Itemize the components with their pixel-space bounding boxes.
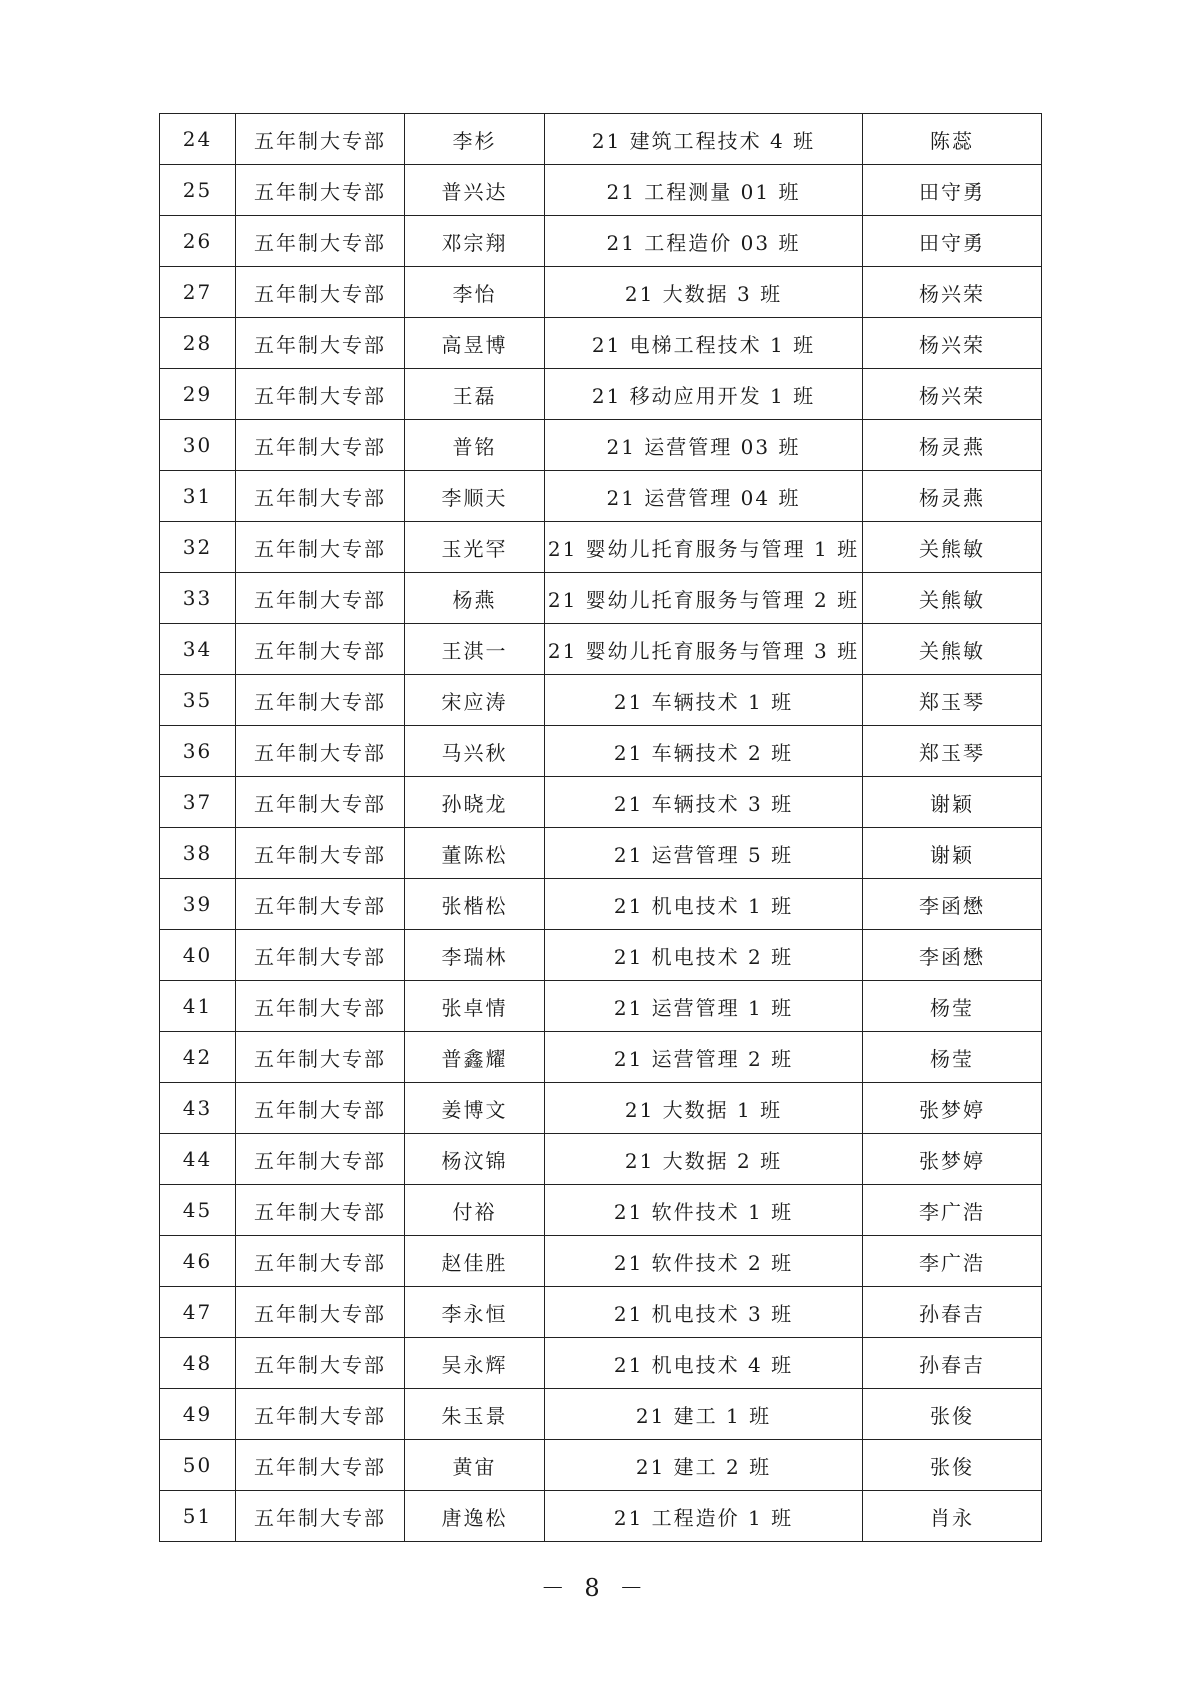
row-number-cell: 44 (160, 1134, 236, 1185)
table-row (160, 1134, 1042, 1185)
class-name-cell: 21 工程造价 1 班 (545, 1491, 863, 1542)
class-name-cell: 21 大数据 1 班 (545, 1083, 863, 1134)
department-cell: 五年制大专部 (236, 1491, 405, 1542)
class-name-cell: 21 大数据 2 班 (545, 1134, 863, 1185)
student-name-cell: 朱玉景 (405, 1389, 545, 1440)
student-name-cell: 张楷松 (405, 879, 545, 930)
department-cell: 五年制大专部 (236, 471, 405, 522)
table-row (160, 522, 1042, 573)
teacher-name-cell: 张俊 (863, 1389, 1042, 1440)
department-cell: 五年制大专部 (236, 930, 405, 981)
row-number-cell: 38 (160, 828, 236, 879)
department-cell: 五年制大专部 (236, 624, 405, 675)
table-row (160, 420, 1042, 471)
student-name-cell: 张卓情 (405, 981, 545, 1032)
row-number-cell: 41 (160, 981, 236, 1032)
row-number-cell: 46 (160, 1236, 236, 1287)
class-name-cell: 21 车辆技术 1 班 (545, 675, 863, 726)
row-number-cell: 25 (160, 165, 236, 216)
teacher-name-cell: 李广浩 (863, 1185, 1042, 1236)
student-name-cell: 赵佳胜 (405, 1236, 545, 1287)
row-number-cell: 34 (160, 624, 236, 675)
row-number-cell: 29 (160, 369, 236, 420)
table-row (160, 981, 1042, 1032)
table-row (160, 1185, 1042, 1236)
student-name-cell: 李瑞林 (405, 930, 545, 981)
teacher-name-cell: 杨灵燕 (863, 471, 1042, 522)
student-name-cell: 李永恒 (405, 1287, 545, 1338)
department-cell: 五年制大专部 (236, 165, 405, 216)
class-name-cell: 21 运营管理 1 班 (545, 981, 863, 1032)
class-name-cell: 21 运营管理 2 班 (545, 1032, 863, 1083)
student-name-cell: 王磊 (405, 369, 545, 420)
department-cell: 五年制大专部 (236, 318, 405, 369)
student-name-cell: 李顺天 (405, 471, 545, 522)
class-name-cell: 21 运营管理 03 班 (545, 420, 863, 471)
table-row (160, 216, 1042, 267)
department-cell: 五年制大专部 (236, 828, 405, 879)
table-row (160, 1083, 1042, 1134)
teacher-name-cell: 陈蕊 (863, 114, 1042, 165)
table-row (160, 573, 1042, 624)
table-row (160, 369, 1042, 420)
student-name-cell: 李杉 (405, 114, 545, 165)
department-cell: 五年制大专部 (236, 1185, 405, 1236)
department-cell: 五年制大专部 (236, 267, 405, 318)
class-name-cell: 21 运营管理 5 班 (545, 828, 863, 879)
student-name-cell: 唐逸松 (405, 1491, 545, 1542)
student-name-cell: 杨汶锦 (405, 1134, 545, 1185)
student-name-cell: 董陈松 (405, 828, 545, 879)
department-cell: 五年制大专部 (236, 369, 405, 420)
row-number-cell: 28 (160, 318, 236, 369)
table-row (160, 879, 1042, 930)
table-row (160, 267, 1042, 318)
teacher-name-cell: 关熊敏 (863, 522, 1042, 573)
roster-table (159, 113, 1042, 1542)
row-number-cell: 49 (160, 1389, 236, 1440)
student-name-cell: 吴永辉 (405, 1338, 545, 1389)
class-name-cell: 21 工程测量 01 班 (545, 165, 863, 216)
department-cell: 五年制大专部 (236, 420, 405, 471)
teacher-name-cell: 谢颖 (863, 777, 1042, 828)
department-cell: 五年制大专部 (236, 114, 405, 165)
student-name-cell: 邓宗翔 (405, 216, 545, 267)
row-number-cell: 26 (160, 216, 236, 267)
teacher-name-cell: 肖永 (863, 1491, 1042, 1542)
department-cell: 五年制大专部 (236, 1440, 405, 1491)
table-row (160, 1287, 1042, 1338)
table-row (160, 114, 1042, 165)
student-name-cell: 普铭 (405, 420, 545, 471)
table-row (160, 726, 1042, 777)
table-row (160, 930, 1042, 981)
table-row (160, 828, 1042, 879)
teacher-name-cell: 杨莹 (863, 981, 1042, 1032)
student-name-cell: 宋应涛 (405, 675, 545, 726)
row-number-cell: 31 (160, 471, 236, 522)
department-cell: 五年制大专部 (236, 1083, 405, 1134)
table-row (160, 1236, 1042, 1287)
department-cell: 五年制大专部 (236, 522, 405, 573)
table-row (160, 165, 1042, 216)
student-name-cell: 玉光罕 (405, 522, 545, 573)
teacher-name-cell: 杨灵燕 (863, 420, 1042, 471)
teacher-name-cell: 关熊敏 (863, 624, 1042, 675)
teacher-name-cell: 关熊敏 (863, 573, 1042, 624)
class-name-cell: 21 建筑工程技术 4 班 (545, 114, 863, 165)
department-cell: 五年制大专部 (236, 1389, 405, 1440)
teacher-name-cell: 李函懋 (863, 879, 1042, 930)
table-row (160, 1389, 1042, 1440)
class-name-cell: 21 大数据 3 班 (545, 267, 863, 318)
department-cell: 五年制大专部 (236, 879, 405, 930)
class-name-cell: 21 运营管理 04 班 (545, 471, 863, 522)
row-number-cell: 24 (160, 114, 236, 165)
row-number-cell: 39 (160, 879, 236, 930)
class-name-cell: 21 车辆技术 2 班 (545, 726, 863, 777)
department-cell: 五年制大专部 (236, 726, 405, 777)
teacher-name-cell: 郑玉琴 (863, 675, 1042, 726)
table-row (160, 675, 1042, 726)
student-name-cell: 孙晓龙 (405, 777, 545, 828)
student-name-cell: 李怡 (405, 267, 545, 318)
row-number-cell: 45 (160, 1185, 236, 1236)
teacher-name-cell: 孙春吉 (863, 1338, 1042, 1389)
class-name-cell: 21 软件技术 1 班 (545, 1185, 863, 1236)
student-name-cell: 马兴秋 (405, 726, 545, 777)
table-row (160, 624, 1042, 675)
teacher-name-cell: 杨兴荣 (863, 267, 1042, 318)
row-number-cell: 40 (160, 930, 236, 981)
department-cell: 五年制大专部 (236, 1134, 405, 1185)
table-row (160, 1491, 1042, 1542)
student-name-cell: 杨燕 (405, 573, 545, 624)
page-number: － 8 － (540, 1574, 650, 1602)
student-name-cell: 普鑫耀 (405, 1032, 545, 1083)
teacher-name-cell: 杨兴荣 (863, 369, 1042, 420)
class-name-cell: 21 机电技术 1 班 (545, 879, 863, 930)
teacher-name-cell: 杨莹 (863, 1032, 1042, 1083)
class-name-cell: 21 电梯工程技术 1 班 (545, 318, 863, 369)
teacher-name-cell: 郑玉琴 (863, 726, 1042, 777)
student-name-cell: 黄宙 (405, 1440, 545, 1491)
department-cell: 五年制大专部 (236, 777, 405, 828)
student-name-cell: 高昱博 (405, 318, 545, 369)
teacher-name-cell: 李广浩 (863, 1236, 1042, 1287)
row-number-cell: 30 (160, 420, 236, 471)
class-name-cell: 21 机电技术 3 班 (545, 1287, 863, 1338)
row-number-cell: 36 (160, 726, 236, 777)
row-number-cell: 48 (160, 1338, 236, 1389)
row-number-cell: 51 (160, 1491, 236, 1542)
row-number-cell: 50 (160, 1440, 236, 1491)
teacher-name-cell: 田守勇 (863, 165, 1042, 216)
student-name-cell: 普兴达 (405, 165, 545, 216)
student-name-cell: 王淇一 (405, 624, 545, 675)
table-row (160, 1440, 1042, 1491)
row-number-cell: 43 (160, 1083, 236, 1134)
class-name-cell: 21 软件技术 2 班 (545, 1236, 863, 1287)
row-number-cell: 33 (160, 573, 236, 624)
roster-table-body (160, 114, 1042, 1542)
student-name-cell: 付裕 (405, 1185, 545, 1236)
class-name-cell: 21 机电技术 4 班 (545, 1338, 863, 1389)
table-row (160, 1338, 1042, 1389)
class-name-cell: 21 婴幼儿托育服务与管理 2 班 (545, 573, 863, 624)
class-name-cell: 21 建工 1 班 (545, 1389, 863, 1440)
class-name-cell: 21 车辆技术 3 班 (545, 777, 863, 828)
row-number-cell: 27 (160, 267, 236, 318)
teacher-name-cell: 李函懋 (863, 930, 1042, 981)
table-row (160, 1032, 1042, 1083)
teacher-name-cell: 张俊 (863, 1440, 1042, 1491)
department-cell: 五年制大专部 (236, 981, 405, 1032)
row-number-cell: 32 (160, 522, 236, 573)
department-cell: 五年制大专部 (236, 675, 405, 726)
teacher-name-cell: 孙春吉 (863, 1287, 1042, 1338)
class-name-cell: 21 婴幼儿托育服务与管理 3 班 (545, 624, 863, 675)
department-cell: 五年制大专部 (236, 573, 405, 624)
row-number-cell: 35 (160, 675, 236, 726)
department-cell: 五年制大专部 (236, 216, 405, 267)
row-number-cell: 47 (160, 1287, 236, 1338)
class-name-cell: 21 机电技术 2 班 (545, 930, 863, 981)
department-cell: 五年制大专部 (236, 1287, 405, 1338)
department-cell: 五年制大专部 (236, 1338, 405, 1389)
table-row (160, 318, 1042, 369)
teacher-name-cell: 张梦婷 (863, 1134, 1042, 1185)
class-name-cell: 21 移动应用开发 1 班 (545, 369, 863, 420)
teacher-name-cell: 田守勇 (863, 216, 1042, 267)
department-cell: 五年制大专部 (236, 1032, 405, 1083)
table-row (160, 471, 1042, 522)
class-name-cell: 21 工程造价 03 班 (545, 216, 863, 267)
department-cell: 五年制大专部 (236, 1236, 405, 1287)
row-number-cell: 37 (160, 777, 236, 828)
student-name-cell: 姜博文 (405, 1083, 545, 1134)
row-number-cell: 42 (160, 1032, 236, 1083)
teacher-name-cell: 张梦婷 (863, 1083, 1042, 1134)
class-name-cell: 21 建工 2 班 (545, 1440, 863, 1491)
class-name-cell: 21 婴幼儿托育服务与管理 1 班 (545, 522, 863, 573)
teacher-name-cell: 杨兴荣 (863, 318, 1042, 369)
teacher-name-cell: 谢颖 (863, 828, 1042, 879)
table-row (160, 777, 1042, 828)
